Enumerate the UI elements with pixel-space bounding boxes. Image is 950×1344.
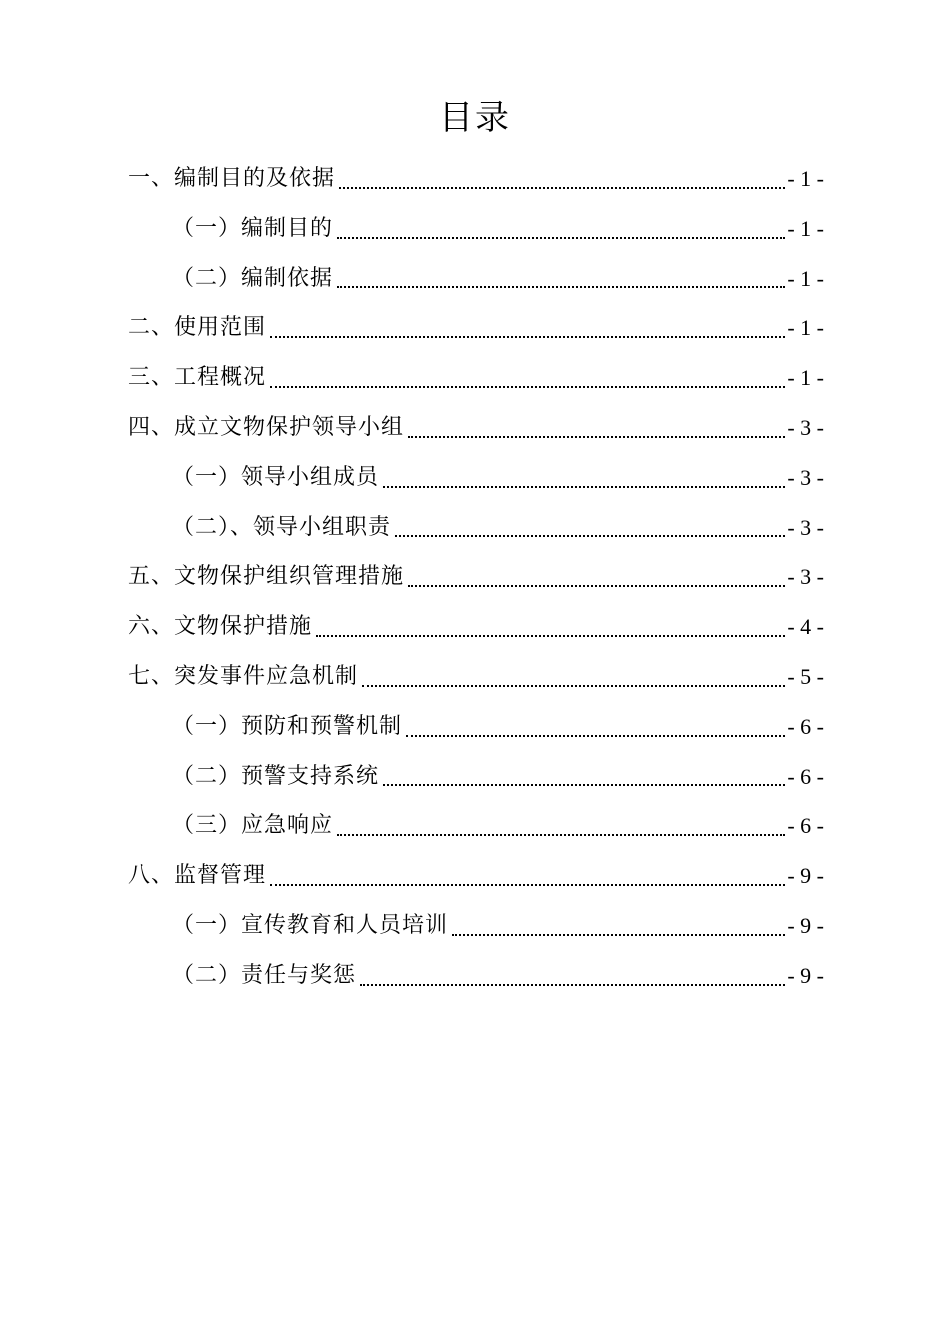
toc-entry[interactable] bbox=[128, 602, 824, 652]
toc-entry[interactable] bbox=[128, 503, 824, 553]
dot-leader bbox=[395, 535, 785, 537]
dot-leader bbox=[452, 934, 785, 936]
dot-leader bbox=[337, 834, 785, 836]
toc-entry-page-number: - 4 - bbox=[787, 614, 824, 640]
dot-leader bbox=[339, 187, 785, 189]
toc-entry-page-number: - 3 - bbox=[787, 414, 824, 440]
toc-entry-text: （二）、领导小组职责 bbox=[172, 514, 392, 540]
dot-leader bbox=[383, 784, 785, 786]
toc-entry-page-number: - 6 - bbox=[787, 713, 824, 739]
toc-entry-text: （一）宣传教育和人员培训 bbox=[172, 912, 449, 938]
dot-leader bbox=[316, 635, 785, 637]
toc-entry[interactable] bbox=[128, 353, 824, 403]
toc-entry[interactable] bbox=[128, 154, 824, 204]
toc-entry-text: 六、文物保护措施 bbox=[128, 614, 313, 640]
dot-leader bbox=[270, 386, 785, 388]
toc-entry-page-number: - 6 - bbox=[787, 763, 824, 789]
toc-entry-text: （一）领导小组成员 bbox=[172, 464, 380, 490]
toc-entry[interactable] bbox=[128, 403, 824, 453]
toc-entry-page-number: - 3 - bbox=[787, 464, 824, 490]
toc-entry-page-number: - 3 - bbox=[787, 514, 824, 540]
toc-entry-page-number: - 9 - bbox=[787, 912, 824, 938]
toc-entry-page-number: - 3 - bbox=[787, 564, 824, 590]
toc-entry[interactable] bbox=[128, 951, 824, 1001]
dot-leader bbox=[406, 735, 785, 737]
dot-leader bbox=[362, 685, 785, 687]
toc-entry[interactable] bbox=[128, 254, 824, 304]
toc-entry-text: 五、文物保护组织管理措施 bbox=[128, 564, 405, 590]
dot-leader bbox=[408, 585, 785, 587]
toc-entry-page-number: - 1 - bbox=[787, 365, 824, 391]
toc-entry-text: （二）责任与奖惩 bbox=[172, 962, 357, 988]
toc-entry-page-number: - 6 - bbox=[787, 813, 824, 839]
toc-entry-page-number: - 1 - bbox=[787, 215, 824, 241]
toc-entry-text: （一）预防和预警机制 bbox=[172, 713, 403, 739]
toc-title: 目录 bbox=[439, 98, 511, 138]
toc-entry-text: 三、工程概况 bbox=[128, 365, 267, 391]
dot-leader bbox=[383, 486, 785, 488]
toc-entry-text: 一、编制目的及依据 bbox=[128, 166, 336, 191]
toc-entry[interactable] bbox=[128, 901, 824, 951]
toc-entry-text: （二）编制依据 bbox=[172, 265, 334, 291]
toc-entry[interactable] bbox=[128, 303, 824, 353]
toc-entry-text: 二、使用范围 bbox=[128, 315, 267, 341]
toc-entry-page-number: - 9 - bbox=[787, 863, 824, 889]
toc-entry-text: （三）应急响应 bbox=[172, 813, 334, 839]
toc-entry-text: 八、监督管理 bbox=[128, 863, 267, 889]
dot-leader bbox=[408, 436, 785, 438]
dot-leader bbox=[337, 286, 785, 288]
toc-entry-text: 四、成立文物保护领导小组 bbox=[128, 414, 405, 440]
toc-entry[interactable] bbox=[128, 851, 824, 901]
toc-entry-page-number: - 1 - bbox=[787, 265, 824, 291]
toc-entry[interactable] bbox=[128, 702, 824, 752]
toc-entry[interactable] bbox=[128, 204, 824, 254]
toc-entry-page-number: - 5 - bbox=[787, 663, 824, 689]
toc-entry[interactable] bbox=[128, 652, 824, 702]
toc-entry[interactable] bbox=[128, 752, 824, 802]
toc-entry-page-number: - 9 - bbox=[787, 962, 824, 988]
toc-entry[interactable] bbox=[128, 453, 824, 503]
toc-entry-page-number: - 1 - bbox=[787, 315, 824, 341]
toc-entry-text: 七、突发事件应急机制 bbox=[128, 663, 359, 689]
toc-entry-page-number: - 1 - bbox=[787, 166, 824, 191]
table-of-contents bbox=[128, 154, 824, 1001]
dot-leader bbox=[270, 336, 785, 338]
dot-leader bbox=[360, 984, 785, 986]
toc-entry[interactable] bbox=[128, 801, 824, 851]
toc-entry[interactable] bbox=[128, 552, 824, 602]
dot-leader bbox=[337, 237, 785, 239]
toc-entry-text: （二）预警支持系统 bbox=[172, 763, 380, 789]
dot-leader bbox=[270, 884, 785, 886]
toc-entry-text: （一）编制目的 bbox=[172, 215, 334, 241]
